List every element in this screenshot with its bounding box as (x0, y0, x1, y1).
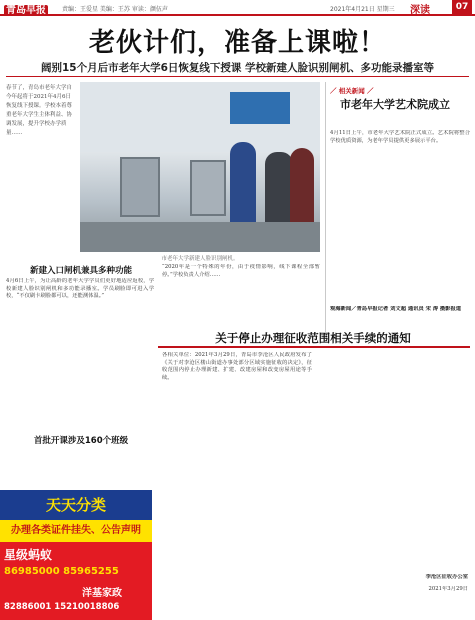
editor-credits: 责编：王爱星 美编：王苏 审读：颜伍声 (62, 6, 168, 13)
article-body: 4月6日上午，为让高龄的老年大学学员们更好地适应返校，学校新建人脸识别闸机和多功能录播室。学员刷脸即可进入学校，“不仅刷卡刷脸都可以，还能测体温。” (6, 278, 154, 300)
newspaper-logo: 青岛早报 (6, 5, 46, 16)
photo-sign (230, 92, 290, 124)
notice-date: 2021年3月29日 (428, 586, 468, 592)
related-news-tag: ／ 相关新闻 ／ (330, 87, 374, 95)
notice-org: 李沧区征收办公室 (425, 574, 468, 580)
related-news-body: 4月11日上午，市老年大学艺术院正式成立。艺术院将整合学校优质资源，为老年学员提供更多展示平台。 (330, 130, 470, 144)
section-label: 深读 (410, 5, 430, 16)
page-subtitle: 阔别15个月后市老年大学6日恢复线下授课 学校新建人脸识别闸机、多功能录播室等 (40, 62, 435, 74)
ad-brand: 星级蚂蚁 (4, 548, 53, 562)
issue-date: 2021年4月21日 星期三 (330, 6, 395, 13)
related-news-title: 市老年大学艺术院成立 (340, 98, 450, 111)
photo-floor (80, 222, 320, 252)
masthead (0, 0, 475, 16)
lead-paragraph: 春节了，青岛市老年大学自今年起将于2021年4月6日恢复线下授课。学校本着尊重老年大学生主体利益、协调发展，提升学校办学质量…… (6, 85, 73, 136)
article-body: “2020年是一个特殊的年份，由于疫情影响，线下课程全部暂停。”学校负责人介绍…… (162, 264, 320, 278)
column-divider (325, 82, 326, 332)
section-heading: 首批开课涉及160个班级 (33, 436, 129, 446)
ad-panel (0, 542, 152, 620)
photo-gate-left (120, 157, 160, 217)
ad-slogan: 办理各类证件挂失、公告声明 (0, 520, 152, 542)
notice-title: 关于停止办理征收范围相关手续的通知 (215, 331, 411, 345)
divider (6, 76, 469, 77)
ad-title: 天天分类 (0, 490, 152, 520)
section-heading: 新建入口闸机兼具多种功能 (29, 266, 132, 276)
photo-caption: 市老年大学新建人脸识别闸机。 (161, 256, 239, 262)
ad-phone: 86985000 85965255 (4, 566, 119, 577)
news-photo (80, 82, 320, 252)
ad-brand-2: 洋基家政 (82, 588, 122, 599)
notice-body: 各相关单位：2021年3月29日，青岛市李沧区人民政府发布了《关于对李沧区楼山街道办事处部分区域实施征收的决定》，征收范围内停止办理新建、扩建、改建房屋和改变房屋用途等手续。 (162, 352, 312, 381)
photo-person (230, 142, 256, 232)
page-number: 07 (452, 0, 472, 14)
classified-ad (0, 490, 152, 620)
related-news-byline: 观海新闻／青岛早报记者 刘文超 通讯员 宋 涛 摄影报道 (330, 306, 462, 312)
ad-phone-2: 82886001 15210018806 (4, 602, 120, 612)
photo-gate-right (190, 160, 226, 216)
page-title: 老伙计们，准备上课啦！ (88, 28, 386, 58)
